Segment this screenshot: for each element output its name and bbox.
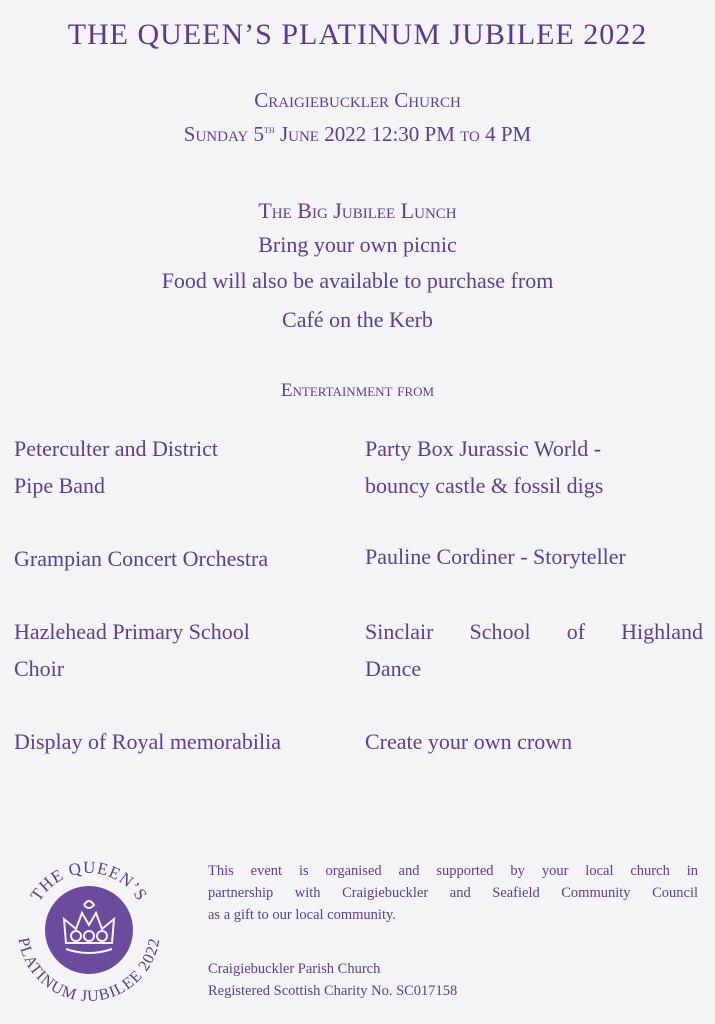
item-line: Display of Royal memorabilia (14, 729, 281, 754)
venue: Craigiebuckler Church (254, 88, 461, 112)
footer-organisation (208, 958, 698, 1002)
item-line: bouncy castle & fossil digs (365, 473, 604, 498)
emblem-text-top: THE QUEEN’S (26, 857, 152, 905)
item-line: Hazlehead Primary School (14, 619, 250, 644)
entertainment-item (14, 613, 344, 687)
entertainment-item (14, 540, 344, 577)
footer-statement (208, 860, 698, 926)
item-line: Peterculter and District (14, 436, 219, 461)
entertainment-heading: Entertainment from (280, 380, 435, 401)
footer-line-1: This event is organised and supported by your local church in (208, 863, 698, 879)
footer-line-2: partnership with Craigiebuckler and Seafield Community Council (208, 885, 698, 901)
item-line: Pauline Cordiner - Storyteller (365, 544, 626, 569)
item-line: Create your own crown (365, 729, 573, 754)
item-line: Grampian Concert Orchestra (14, 546, 269, 571)
footer-line-3: as a gift to our local community. (208, 907, 396, 923)
lunch-line-1: Bring your own picnic (258, 232, 457, 257)
church-name: Craigiebuckler Parish Church (208, 961, 381, 977)
item-line: Pipe Band (14, 473, 106, 498)
entertainment-item (14, 723, 344, 760)
item-line: Dance (365, 656, 422, 681)
item-line: Choir (14, 656, 65, 681)
entertainment-item (365, 538, 703, 575)
emblem-text-bottom: PLATINUM JUBILEE 2022 (14, 936, 164, 1006)
event-date (0, 122, 715, 147)
entertainment-item (14, 430, 344, 504)
charity-number: Registered Scottish Charity No. SC017158 (208, 983, 458, 999)
page-title: THE QUEEN’S PLATINUM JUBILEE 2022 (67, 18, 648, 51)
item-line: Party Box Jurassic World - (365, 436, 602, 461)
date-prefix: Sunday 5 (183, 122, 265, 146)
date-time: June 2022 12:30 PM to 4 PM (274, 122, 532, 146)
item-line: Sinclair School of Highland (365, 619, 703, 644)
lunch-line-2: Food will also be available to purchase from (161, 268, 554, 293)
jubilee-emblem (4, 845, 174, 1015)
entertainment-item (365, 430, 703, 504)
date-suffix: th (264, 122, 275, 136)
entertainment-item (365, 613, 703, 687)
lunch-heading: The Big Jubilee Lunch (258, 198, 457, 223)
lunch-line-3: Café on the Kerb (282, 307, 433, 332)
entertainment-item (365, 723, 703, 760)
